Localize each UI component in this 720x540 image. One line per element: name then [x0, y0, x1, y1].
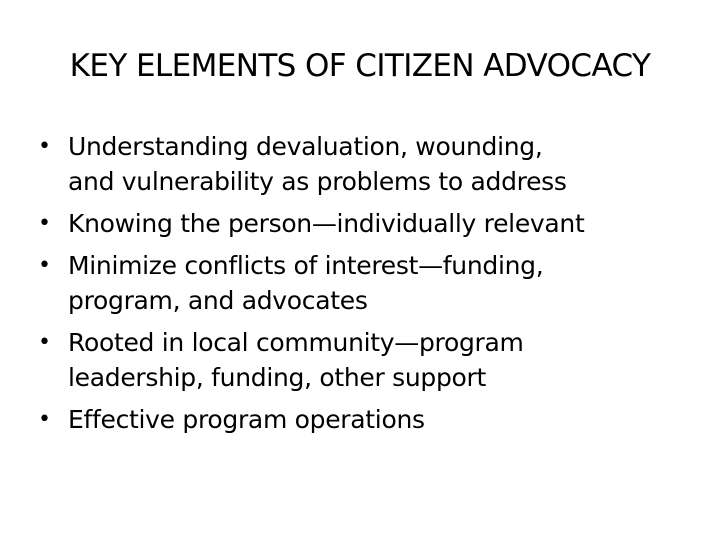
bullet-line: leadership, funding, other support: [68, 363, 486, 392]
bullet-item-minimize: [38, 248, 698, 318]
bullet-dot-icon: •: [38, 211, 51, 236]
bullet-item-effective: [38, 402, 698, 437]
bullet-dot-icon: •: [38, 330, 51, 355]
bullet-dot-icon: •: [38, 134, 51, 159]
bullet-line: Rooted in local community—program: [68, 328, 524, 357]
bullet-line: and vulnerability as problems to address: [68, 167, 567, 196]
bullet-line: Effective program operations: [68, 405, 425, 434]
bullet-line: Knowing the person—individually relevant: [68, 209, 585, 238]
bullet-line: Understanding devaluation, wounding,: [68, 132, 543, 161]
bullet-item-rooted: [38, 325, 698, 395]
bullet-dot-icon: •: [38, 407, 51, 432]
bullet-dot-icon: •: [38, 253, 51, 278]
slide-title: KEY ELEMENTS OF CITIZEN ADVOCACY: [69, 48, 651, 84]
bullet-item-knowing: [38, 206, 698, 241]
bullet-line: program, and advocates: [68, 286, 368, 315]
bullet-item-understanding: [38, 129, 698, 199]
bullet-line: Minimize conflicts of interest—funding,: [68, 251, 544, 280]
bullet-list: [38, 129, 698, 444]
